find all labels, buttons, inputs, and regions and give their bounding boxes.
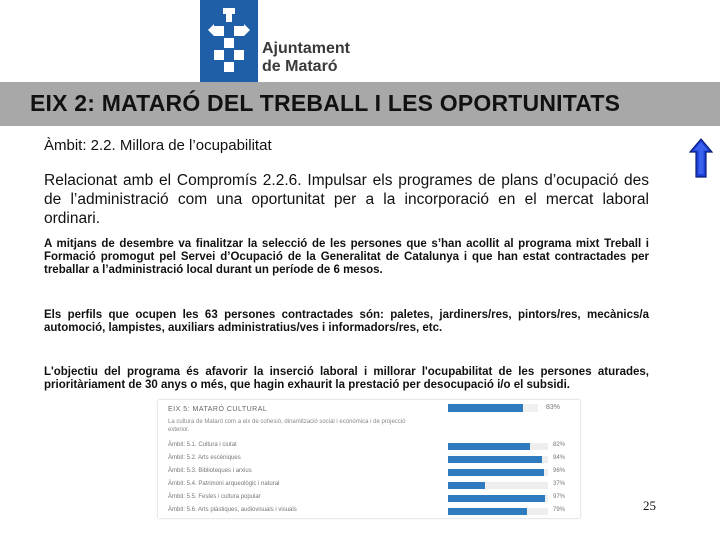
embedded-row-label: Àmbit: 5.4. Patrimoni arqueològic i natural (168, 481, 280, 487)
embedded-title: EIX 5: MATARÓ CULTURAL (168, 406, 268, 413)
embedded-row-fill (448, 495, 545, 502)
embedded-row-percent: 97% (553, 494, 566, 500)
ambit-heading: Àmbit: 2.2. Millora de l’ocupabilitat (44, 137, 272, 154)
embedded-row-fill (448, 456, 542, 463)
embedded-progress-screenshot (158, 400, 580, 518)
embedded-description: La cultura de Mataró com a eix de cohesió, dinamització social i econòmica i de projecció exterior. (168, 419, 406, 433)
embedded-row-percent: 94% (553, 455, 566, 461)
body-paragraph-1: A mitjans de desembre va finalitzar la selecció de les persones que s’han acollit al programa mixt Treball i Formació promogut pel Servei d’Ocupació de la Generalitat de Catalunya i que han estat contractades per treballar a l’administració local durant un període de 6 mesos. (44, 238, 649, 276)
body-paragraph-3: L'objectiu del programa és afavorir la inserció laboral i millorar l'ocupabilitat de les persones aturades, prioritàriament de 30 anys o més, que hagin exhaurit la prestació per desocupació i/o el subsidi. (44, 366, 649, 391)
embedded-row-track (448, 456, 548, 463)
ajuntament-logo (190, 0, 370, 82)
logo-wordmark (262, 40, 350, 76)
intro-paragraph: Relacionat amb el Compromís 2.2.6. Impulsar els programes de plans d’ocupació des de l’administració com una oportunitat per a la incorporació en el mercat laboral ordinari. (44, 172, 649, 227)
embedded-row (168, 507, 573, 517)
embedded-row-label: Àmbit: 5.6. Arts plàstiques, audiovisuals i visuals (168, 507, 297, 513)
embedded-row-track (448, 508, 548, 515)
embedded-row-track (448, 495, 548, 502)
embedded-row-track (448, 443, 548, 450)
embedded-row (168, 481, 573, 491)
embedded-row-label: Àmbit: 5.2. Arts escèniques (168, 455, 241, 461)
up-arrow-icon[interactable] (689, 138, 713, 178)
embedded-row (168, 468, 573, 478)
embedded-head-progress-fill (448, 404, 523, 412)
city-shield-icon (200, 0, 258, 82)
embedded-row-track (448, 469, 548, 476)
logo-line-1: Ajuntament (262, 40, 350, 57)
embedded-row (168, 442, 573, 452)
embedded-row-label: Àmbit: 5.3. Biblioteques i arxius (168, 468, 252, 474)
embedded-row-percent: 37% (553, 481, 566, 487)
embedded-head-progress (448, 404, 538, 412)
slide-title: EIX 2: MATARÓ DEL TREBALL I LES OPORTUNITATS (30, 90, 621, 116)
embedded-head-percent: 83% (546, 404, 561, 411)
embedded-row-fill (448, 482, 485, 489)
title-bar (0, 82, 720, 126)
embedded-row-percent: 79% (553, 507, 566, 513)
embedded-row-track (448, 482, 548, 489)
logo-line-2: de Mataró (262, 58, 338, 75)
embedded-row-fill (448, 469, 544, 476)
page-number: 25 (643, 498, 656, 513)
embedded-row-fill (448, 443, 530, 450)
embedded-row-percent: 82% (553, 442, 566, 448)
body-paragraph-2: Els perfils que ocupen les 63 persones contractades són: paletes, jardiners/res, pintors/res, mecànics/a automoció, lampistes, auxiliars administratius/ves i informadors/res, etc. (44, 309, 649, 334)
embedded-row-label: Àmbit: 5.1. Cultura i ciutat (168, 442, 237, 448)
embedded-row-fill (448, 508, 527, 515)
embedded-row (168, 455, 573, 465)
embedded-row (168, 494, 573, 504)
embedded-row-percent: 96% (553, 468, 566, 474)
embedded-row-label: Àmbit: 5.5. Festes i cultura popular (168, 494, 261, 500)
